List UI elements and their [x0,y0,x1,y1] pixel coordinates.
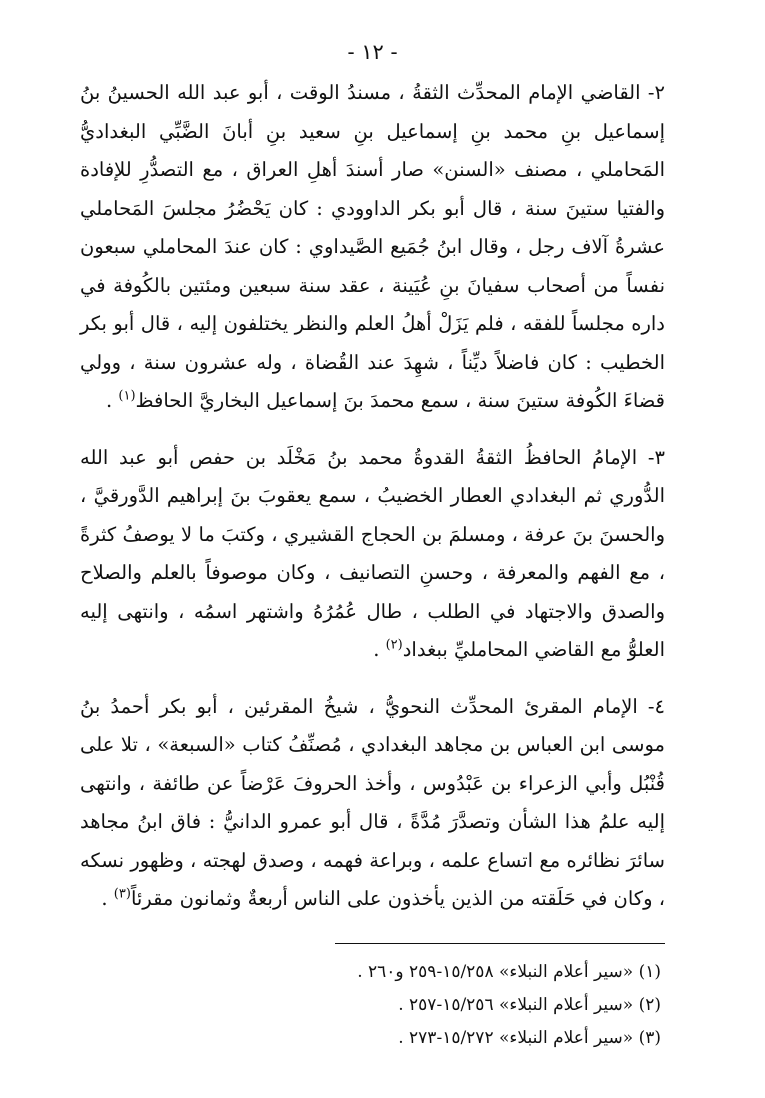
paragraph-item-2 [80,74,665,421]
paragraph-text: ٢- القاضي الإمام المحدِّث الثقةُ ، مسندُ الوقت ، أبو عبد الله الحسينُ بنُ إسماعيل بنِ محمد بنِ إسماعيل بنِ سعيد بنِ أبانَ الضَّبِّي البغداديُّ المَحاملي ، مصنف «السنن» صار أسندَ أهلِ العراق ، مع التصدُّرِ للإفادة والفتيا ستينَ سنة ، قال أبو بكر الداوودي : كان يَحْضُرُ مجلسَ المَحاملي عشرةُ آلاف رجل ، وقال ابنُ جُمَيع الصَّيداوي : كان عندَ المحاملي سبعون نفساً من أصحاب سفيانَ بنِ عُيَينة ، عقد سنة سبعين ومئتين بالكُوفة في داره مجلساً للفقه ، فلم يَزَلْ أهلُ العلم والنظر يختلفون إليه ، قال أبو بكر الخطيب : كان فاضلاً ديِّناً ، شهِدَ عند القُضاة ، وله عشرون سنة ، وولي قضاءَ الكُوفة ستينَ سنة ، سمع محمدَ بنَ إسماعيل البخاريَّ الحافظ [80,81,665,412]
paragraph-item-4 [80,688,665,919]
footnote-reference: (١) [118,388,136,404]
footnote-item: (٣) «سير أعلام النبلاء» ١٥/٢٧٢-٢٧٣ . [398,1027,661,1048]
paragraph-text: ٣- الإمامُ الحافظُ الثقةُ القدوةُ محمد بنُ مَخْلَد بن حفص أبو عبد الله الدُّوري ثم البغدادي العطار الخضيبُ ، سمع يعقوبَ بنَ إبراهيم الدَّورقيَّ ، والحسنَ بنَ عرفة ، ومسلمَ بن الحجاج القشيري ، وكتبَ ما لا يوصفُ كثرةً ، مع الفهم والمعرفة ، وحسنِ التصانيف ، وكان موصوفاً بالعلم والصلاح والصدق والاجتهاد في الطلب ، طال عُمُرُهُ واشتهر اسمُه ، وانتهى إليه العلوُّ مع القاضي المحامليِّ ببغداد [80,445,665,661]
page-number: - ١٢ - [347,40,398,64]
paragraph-tail: . [101,887,114,910]
footnote-item: (٢) «سير أعلام النبلاء» ١٥/٢٥٦-٢٥٧ . [398,994,661,1015]
paragraph-tail: . [105,389,119,412]
paragraph-item-3 [80,439,665,670]
footnote-reference: (٣) [113,886,131,902]
paragraph-tail: . [373,638,386,661]
footnote-divider [335,943,665,944]
paragraph-text: ٤- الإمام المقرئ المحدِّث النحويُّ ، شيخُ المقرئين ، أبو بكر أحمدُ بنُ موسى ابن العباس بن مجاهد البغدادي ، مُصنِّفُ كتاب «السبعة» ، تلا على قُنْبُل وأبي الزعراء بن عَبْدُوس ، وأخذ الحروفَ عَرْضاً عن طائفة ، وانتهى إليه علمُ هذا الشأن وتصدَّرَ مُدَّةً ، قال أبو عمرو الدانيُّ : فاق ابنُ مجاهد سائرَ نظائره مع اتساع علمه ، وبراعة فهمه ، وصدق لهجته ، وظهور نسكه ، وكان في حَلَقته من الذين يأخذون على الناس أربعةٌ وثمانون مقرئاً [80,694,665,910]
footnotes [80,956,665,1055]
footnote-reference: (٢) [385,637,403,653]
footnote-item: (١) «سير أعلام النبلاء» ١٥/٢٥٨-٢٥٩ و٢٦٠ . [357,961,661,982]
